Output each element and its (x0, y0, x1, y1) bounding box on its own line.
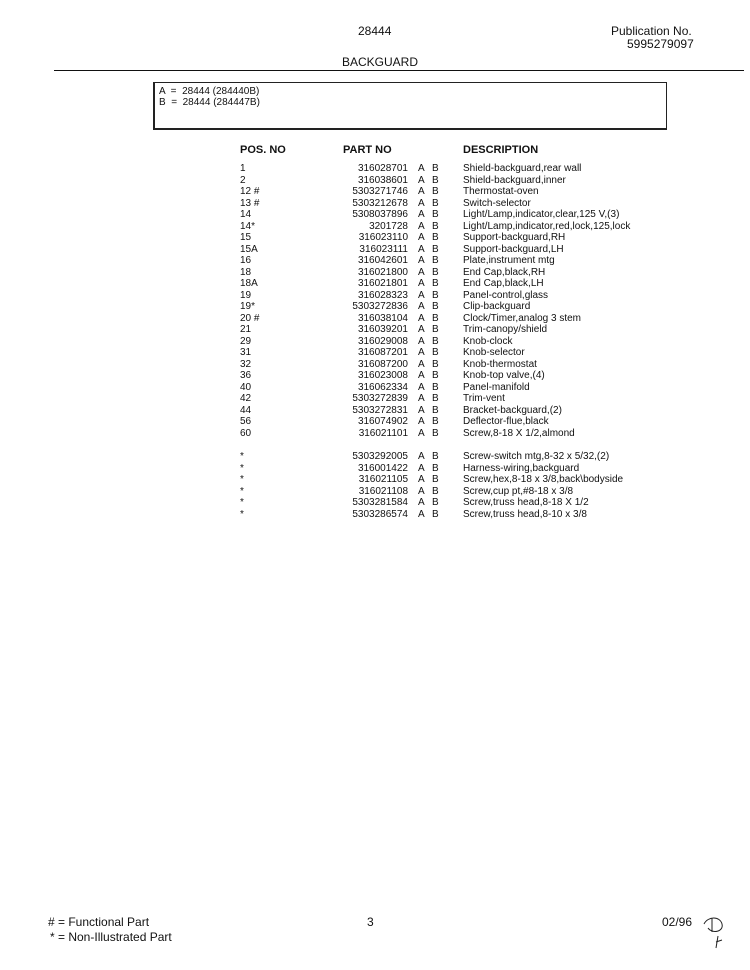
date: 02/96 (662, 915, 693, 929)
description-cell: Plate,instrument mtg (463, 255, 555, 266)
description-cell: End Cap,black,LH (463, 278, 544, 289)
variant-b-cell: B (432, 393, 439, 404)
variant-a-cell: A (418, 451, 425, 462)
description-cell: Screw,cup pt,#8-18 x 3/8 (463, 485, 574, 497)
variant-b-cell: B (432, 312, 439, 324)
description-cell: Harness-wiring,backguard (463, 462, 580, 474)
description-cell: Support-backguard,LH (463, 243, 564, 255)
description-cell: Screw,truss head,8-18 X 1/2 (463, 497, 589, 508)
page-number: 3 (367, 915, 374, 929)
pos-cell: 18 (240, 266, 252, 278)
description-cell: End Cap,black,RH (463, 266, 546, 278)
variant-a-cell: A (418, 197, 425, 209)
column-header-description: DESCRIPTION (463, 144, 539, 156)
description-cell: Knob-selector (463, 347, 525, 358)
table-row (0, 163, 750, 174)
variant-a-cell: A (418, 243, 425, 255)
variant-b-cell: B (432, 289, 439, 301)
pos-cell: 13 # (240, 197, 260, 209)
variant-b-cell: B (432, 232, 439, 243)
variant-box (153, 82, 667, 130)
description-cell: Support-backguard,RH (463, 232, 566, 243)
description-cell: Screw-switch mtg,8-32 x 5/32,(2) (463, 451, 610, 462)
pos-cell: * (240, 497, 244, 508)
variant-b-cell: B (432, 335, 439, 347)
variant-a-cell: A (418, 416, 425, 427)
table-row (0, 359, 750, 370)
variant-a-cell: A (418, 497, 425, 508)
table-row (0, 474, 750, 485)
table-row (0, 267, 750, 278)
part-number-cell: 316087201 (357, 347, 408, 358)
part-number-cell: 316062334 (357, 381, 408, 393)
description-cell: Panel-control,glass (463, 289, 549, 301)
variant-a-cell: A (418, 220, 425, 232)
part-number-cell: 316087200 (357, 358, 408, 370)
description-cell: Shield-backguard,inner (463, 174, 566, 186)
pos-cell: 19* (240, 301, 256, 312)
part-number-cell: 316028701 (357, 163, 408, 174)
variant-a-cell: A (418, 335, 425, 347)
pos-cell: 20 # (240, 312, 260, 324)
table-row (0, 324, 750, 335)
table-row (0, 198, 750, 209)
initials-mark (700, 912, 728, 952)
table-row (0, 497, 750, 508)
legend-functional: # = Functional Part (48, 915, 150, 929)
variant-a: A = 28444 (284440B) (159, 86, 260, 97)
variant-b-cell: B (432, 474, 439, 485)
part-number-cell: 316029008 (357, 335, 408, 347)
pos-cell: 29 (240, 335, 252, 347)
description-cell: Switch-selector (463, 197, 531, 209)
table-row (0, 209, 750, 220)
part-number-cell: 5308037896 (352, 209, 408, 220)
part-number-cell: 5303212678 (352, 197, 408, 209)
variant-a-cell: A (418, 347, 425, 358)
part-number-cell: 316001422 (357, 462, 408, 474)
pos-cell: 1 (240, 163, 246, 174)
table-row (0, 232, 750, 243)
part-number-cell: 3201728 (369, 220, 408, 232)
variant-b-cell: B (432, 404, 439, 416)
variant-b-cell: B (432, 358, 439, 370)
description-cell: Light/Lamp,indicator,red,lock,125,lock (463, 220, 631, 232)
table-row (0, 301, 750, 312)
description-cell: Clock/Timer,analog 3 stem (463, 312, 582, 324)
variant-b-cell: B (432, 497, 439, 508)
pos-cell: 31 (240, 347, 252, 358)
model-number: 28444 (358, 24, 392, 38)
part-number-cell: 316038104 (357, 312, 408, 324)
part-number-cell: 316021801 (357, 278, 408, 289)
table-row (0, 221, 750, 232)
pos-cell: 60 (240, 427, 252, 439)
description-cell: Screw,hex,8-18 x 3/8,back\bodyside (463, 474, 624, 485)
variant-a-cell: A (418, 393, 425, 404)
part-number-cell: 316042601 (357, 255, 408, 266)
description-cell: Light/Lamp,indicator,clear,125 V,(3) (463, 209, 620, 220)
variant-b-cell: B (432, 266, 439, 278)
part-number-cell: 5303271746 (352, 186, 408, 197)
description-cell: Knob-thermostat (463, 358, 537, 370)
table-row (0, 405, 750, 416)
table-row (0, 175, 750, 186)
section-title: BACKGUARD (342, 55, 419, 69)
part-number-cell: 5303272831 (352, 404, 408, 416)
description-cell: Screw,truss head,8-10 x 3/8 (463, 508, 587, 520)
variant-a-cell: A (418, 301, 425, 312)
table-row (0, 509, 750, 520)
pos-cell: 36 (240, 370, 252, 381)
pos-cell: * (240, 485, 244, 497)
description-cell: Panel-manifold (463, 381, 530, 393)
part-number-cell: 316038601 (357, 174, 408, 186)
part-number-cell: 316021105 (358, 474, 408, 485)
variant-a-cell: A (418, 312, 425, 324)
variant-b-cell: B (432, 301, 439, 312)
part-number-cell: 316039201 (357, 324, 408, 335)
pos-cell: 18A (240, 278, 258, 289)
pos-cell: 44 (240, 404, 252, 416)
table-row (0, 370, 750, 381)
part-number-cell: 5303272836 (352, 301, 408, 312)
table-row (0, 290, 750, 301)
variant-a-cell: A (418, 358, 425, 370)
variant-a-cell: A (418, 163, 425, 174)
table-row (0, 416, 750, 427)
table-row (0, 278, 750, 289)
table-row (0, 451, 750, 462)
pos-cell: 14* (240, 220, 256, 232)
table-row (0, 486, 750, 497)
variant-b-cell: B (432, 278, 439, 289)
pos-cell: 42 (240, 393, 252, 404)
pos-cell: 14 (240, 209, 252, 220)
variant-a-cell: A (418, 427, 425, 439)
pos-cell: 32 (240, 358, 252, 370)
pos-cell: 12 # (240, 186, 260, 197)
part-number-cell: 5303286574 (352, 508, 408, 520)
description-cell: Trim-vent (463, 393, 505, 404)
pos-cell: * (240, 462, 244, 474)
variant-b-cell: B (432, 255, 439, 266)
column-header-pos: POS. NO (240, 144, 286, 156)
variant-b-cell: B (432, 347, 439, 358)
variant-a-cell: A (418, 255, 425, 266)
description-cell: Knob-clock (463, 335, 513, 347)
pos-cell: * (240, 508, 244, 520)
pos-cell: * (240, 451, 244, 462)
variant-a-cell: A (418, 174, 425, 186)
variant-a-cell: A (418, 266, 425, 278)
variant-b-cell: B (432, 209, 439, 220)
pos-cell: 15A (240, 243, 258, 255)
part-number-cell: 316021108 (358, 485, 408, 497)
part-number-cell: 5303272839 (352, 393, 408, 404)
description-cell: Shield-backguard,rear wall (463, 163, 582, 174)
description-cell: Thermostat-oven (463, 186, 539, 197)
table-row (0, 428, 750, 439)
column-header-part: PART NO (343, 144, 392, 156)
table-row (0, 244, 750, 255)
pos-cell: 21 (240, 324, 252, 335)
description-cell: Knob-top valve,(4) (463, 370, 545, 381)
description-cell: Screw,8-18 X 1/2,almond (463, 427, 575, 439)
variant-b-cell: B (432, 427, 439, 439)
description-cell: Trim-canopy/shield (463, 324, 548, 335)
pos-cell: 56 (240, 416, 252, 427)
variant-a-cell: A (418, 370, 425, 381)
part-number-cell: 316023111 (359, 243, 408, 255)
publication-number: 5995279097 (627, 37, 694, 51)
variant-b-cell: B (432, 324, 439, 335)
pos-cell: 16 (240, 255, 252, 266)
header-rule (54, 70, 744, 71)
table-row (0, 463, 750, 474)
variant-b-cell: B (432, 243, 439, 255)
part-number-cell: 316028323 (357, 289, 408, 301)
variant-b-cell: B (432, 220, 439, 232)
description-cell: Deflector-flue,black (463, 416, 549, 427)
variant-b-cell: B (432, 370, 439, 381)
table-row (0, 393, 750, 404)
pos-cell: 2 (240, 174, 246, 186)
pos-cell: * (240, 474, 244, 485)
variant-a-cell: A (418, 186, 425, 197)
part-number-cell: 316074902 (357, 416, 408, 427)
variant-b-cell: B (432, 197, 439, 209)
pos-cell: 40 (240, 381, 252, 393)
part-number-cell: 5303292005 (352, 451, 408, 462)
variant-b-cell: B (432, 462, 439, 474)
part-number-cell: 316021101 (358, 427, 408, 439)
part-number-cell: 316021800 (357, 266, 408, 278)
description-cell: Bracket-backguard,(2) (463, 404, 562, 416)
variant-a-cell: A (418, 324, 425, 335)
variant-a-cell: A (418, 485, 425, 497)
part-number-cell: 316023110 (358, 232, 408, 243)
variant-a-cell: A (418, 278, 425, 289)
variant-b-cell: B (432, 485, 439, 497)
part-number-cell: 316023008 (357, 370, 408, 381)
variant-b-cell: B (432, 416, 439, 427)
pos-cell: 15 (240, 232, 252, 243)
table-row (0, 347, 750, 358)
variant-a-cell: A (418, 289, 425, 301)
part-number-cell: 5303281584 (352, 497, 408, 508)
table-row (0, 186, 750, 197)
variant-a-cell: A (418, 404, 425, 416)
table-row (0, 336, 750, 347)
variant-a-cell: A (418, 508, 425, 520)
variant-b: B = 28444 (284447B) (159, 97, 260, 108)
variant-a-cell: A (418, 474, 425, 485)
table-row (0, 382, 750, 393)
pos-cell: 19 (240, 289, 252, 301)
variant-b-cell: B (432, 508, 439, 520)
variant-a-cell: A (418, 232, 425, 243)
variant-b-cell: B (432, 174, 439, 186)
publication-label: Publication No. (611, 24, 692, 38)
table-row (0, 255, 750, 266)
legend-non-illustrated: * = Non-Illustrated Part (50, 930, 172, 944)
variant-b-cell: B (432, 186, 439, 197)
variant-a-cell: A (418, 462, 425, 474)
description-cell: Clip-backguard (463, 301, 531, 312)
variant-a-cell: A (418, 381, 425, 393)
variant-b-cell: B (432, 381, 439, 393)
variant-a-cell: A (418, 209, 425, 220)
table-row (0, 313, 750, 324)
variant-b-cell: B (432, 451, 439, 462)
variant-b-cell: B (432, 163, 439, 174)
